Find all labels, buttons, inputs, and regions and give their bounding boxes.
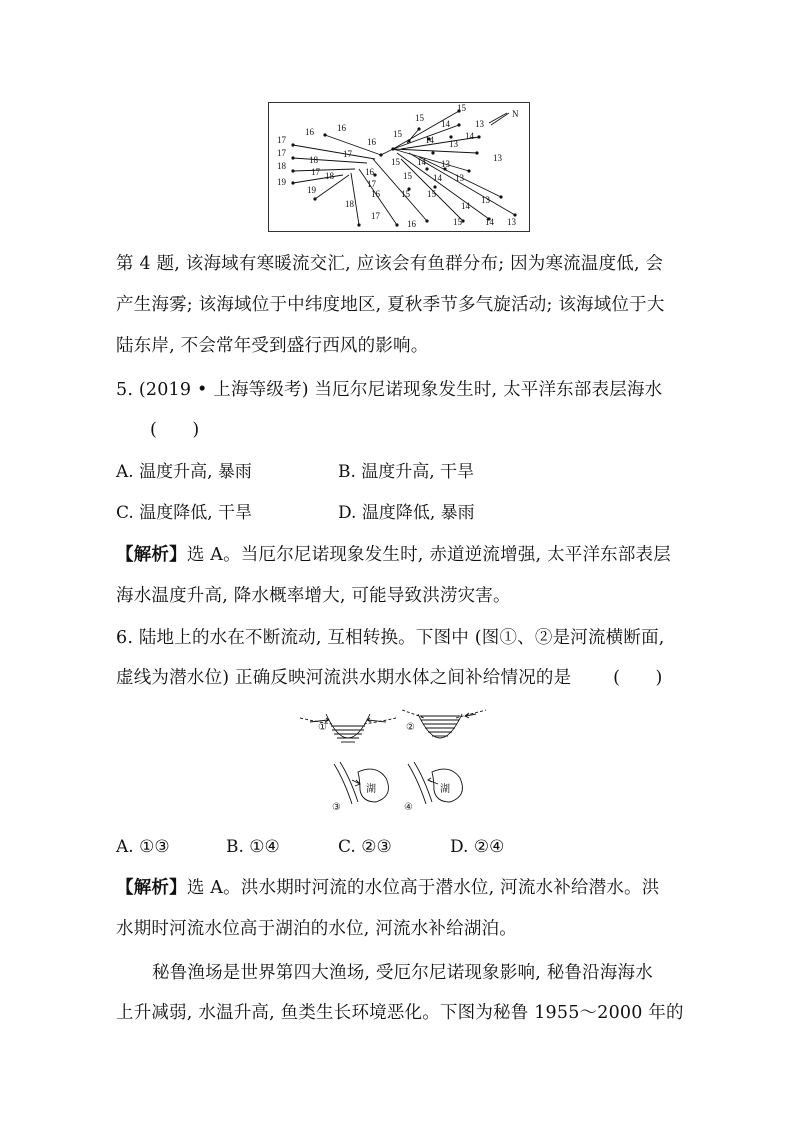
isotherm-value-label: 18 (309, 155, 318, 165)
q4-explanation-line3: 陆东岸, 不会常年受到盛行西风的影响。 (116, 336, 429, 356)
q6-stem-text: 虚线为潜水位) 正确反映河流洪水期水体之间补给情况的是 (116, 668, 572, 688)
diagram-4-label: ④ (404, 802, 413, 813)
isotherm-value-label: 13 (481, 195, 490, 205)
isotherm-value-label: 15 (415, 113, 424, 123)
q6-analysis-text1: 选 A。洪水期时河流的水位高于潜水位, 河流水补给潜水。洪 (186, 878, 660, 898)
isotherm-value-label: 13 (441, 159, 450, 169)
isotherm-value-label: 15 (427, 189, 436, 199)
peru-paragraph-line2: 上升减弱, 水温升高, 鱼类生长环境恶化。下图为秘鲁 1955～2000 年的 (116, 1003, 684, 1023)
isotherm-value-label: 15 (457, 103, 466, 113)
isotherm-value-label: 16 (365, 167, 374, 177)
isotherm-value-label: 14 (465, 131, 474, 141)
isotherm-value-label: 14 (441, 119, 450, 129)
north-arrow-label: N (512, 109, 519, 119)
isotherm-value-label: 13 (475, 119, 484, 129)
isotherm-value-label: 16 (407, 219, 416, 229)
isotherm-value-label: 15 (393, 129, 402, 139)
diagram-3-label: ③ (332, 802, 341, 813)
isotherm-value-label: 18 (277, 161, 286, 171)
isotherm-value-label: 17 (367, 179, 376, 189)
q5-analysis-text1: 选 A。当厄尔尼诺现象发生时, 赤道逆流增强, 太平洋东部表层 (186, 545, 671, 565)
lake-label-3: 湖 (366, 784, 376, 795)
isotherm-value-label: 16 (367, 137, 376, 147)
isotherm-value-label: 14 (425, 135, 434, 145)
isotherm-map-figure (268, 102, 530, 232)
lake-diagram-4 (408, 762, 462, 804)
isotherm-value-label: 15 (403, 171, 412, 181)
isotherm-value-label: 18 (325, 171, 334, 181)
q4-explanation-line1: 第 4 题, 该海域有寒暖流交汇, 应该会有鱼群分布; 因为寒流温度低, 会 (116, 254, 664, 274)
isotherm-value-label: 17 (277, 135, 286, 145)
isotherm-value-label: 13 (455, 173, 464, 183)
q6-analysis-line1 (116, 876, 659, 900)
isotherm-value-label: 15 (453, 217, 462, 227)
q6-option-a: A. ①③ (116, 837, 170, 857)
river-recharge-figure (298, 700, 498, 818)
q5-option-d: D. 温度降低, 暴雨 (338, 503, 475, 523)
isotherm-value-label: 17 (311, 167, 320, 177)
q5-stem: 5. (2019 • 上海等级考) 当厄尔尼诺现象发生时, 太平洋东部表层海水 (116, 380, 663, 400)
peru-paragraph-line1: 秘鲁渔场是世界第四大渔场, 受厄尔尼诺现象影响, 秘鲁沿海海水 (152, 963, 653, 983)
isotherm-value-label: 14 (461, 201, 470, 211)
isotherm-map-svg (269, 103, 529, 231)
diagram-2-label: ② (406, 722, 415, 733)
q6-analysis-label: 【解析】 (116, 878, 187, 898)
isotherm-value-label: 15 (401, 189, 410, 199)
isotherm-value-label: 16 (337, 123, 346, 133)
q5-option-a: A. 温度升高, 暴雨 (116, 462, 252, 482)
lake-diagram-3 (334, 762, 388, 804)
isotherm-value-label: 16 (371, 189, 380, 199)
q6-option-c: C. ②③ (338, 837, 392, 857)
isotherm-value-label: 17 (277, 148, 286, 158)
isotherm-value-label: 17 (371, 211, 380, 221)
isotherm-value-label: 14 (433, 173, 442, 183)
q6-stem-line2 (116, 666, 663, 690)
q6-option-b: B. ①④ (226, 837, 280, 857)
q5-option-b: B. 温度升高, 干旱 (338, 462, 475, 482)
q5-option-c: C. 温度降低, 干旱 (116, 503, 253, 523)
cross-section-1 (300, 714, 396, 742)
isotherm-value-label: 13 (449, 139, 458, 149)
q4-explanation-line2: 产生海雾; 该海域位于中纬度地区, 夏秋季节多气旋活动; 该海域位于大 (116, 295, 665, 315)
isotherm-value-label: 18 (345, 199, 354, 209)
q5-answer-blank: ( ) (150, 420, 200, 440)
isotherm-value-label: 13 (493, 153, 502, 163)
isotherm-value-label: 15 (391, 157, 400, 167)
q5-analysis-line1 (116, 543, 671, 567)
diagram-1-label: ① (318, 722, 327, 733)
north-arrow-line (491, 113, 509, 125)
isotherm-value-label: 19 (277, 177, 286, 187)
isotherm-value-label: 14 (417, 157, 426, 167)
river-recharge-svg (298, 700, 498, 818)
isotherm-value-label: 17 (343, 149, 352, 159)
q6-stem-line1: 6. 陆地上的水在不断流动, 互相转换。下图中 (图①、②是河流横断面, (116, 628, 665, 648)
isotherm-value-label: 14 (485, 217, 494, 227)
isotherm-value-label: 16 (305, 127, 314, 137)
q6-analysis-line2: 水期时河流水位高于湖泊的水位, 河流水补给湖泊。 (116, 919, 517, 939)
lake-label-4: 湖 (440, 784, 450, 795)
q5-analysis-label: 【解析】 (116, 545, 187, 565)
q6-option-d: D. ②④ (450, 837, 505, 857)
isotherm-value-label: 13 (507, 217, 516, 227)
q5-analysis-line2: 海水温度升高, 降水概率增大, 可能导致洪涝灾害。 (116, 586, 511, 606)
q6-answer-blank: ( ) (613, 668, 663, 688)
isotherm-value-label: 19 (307, 185, 316, 195)
